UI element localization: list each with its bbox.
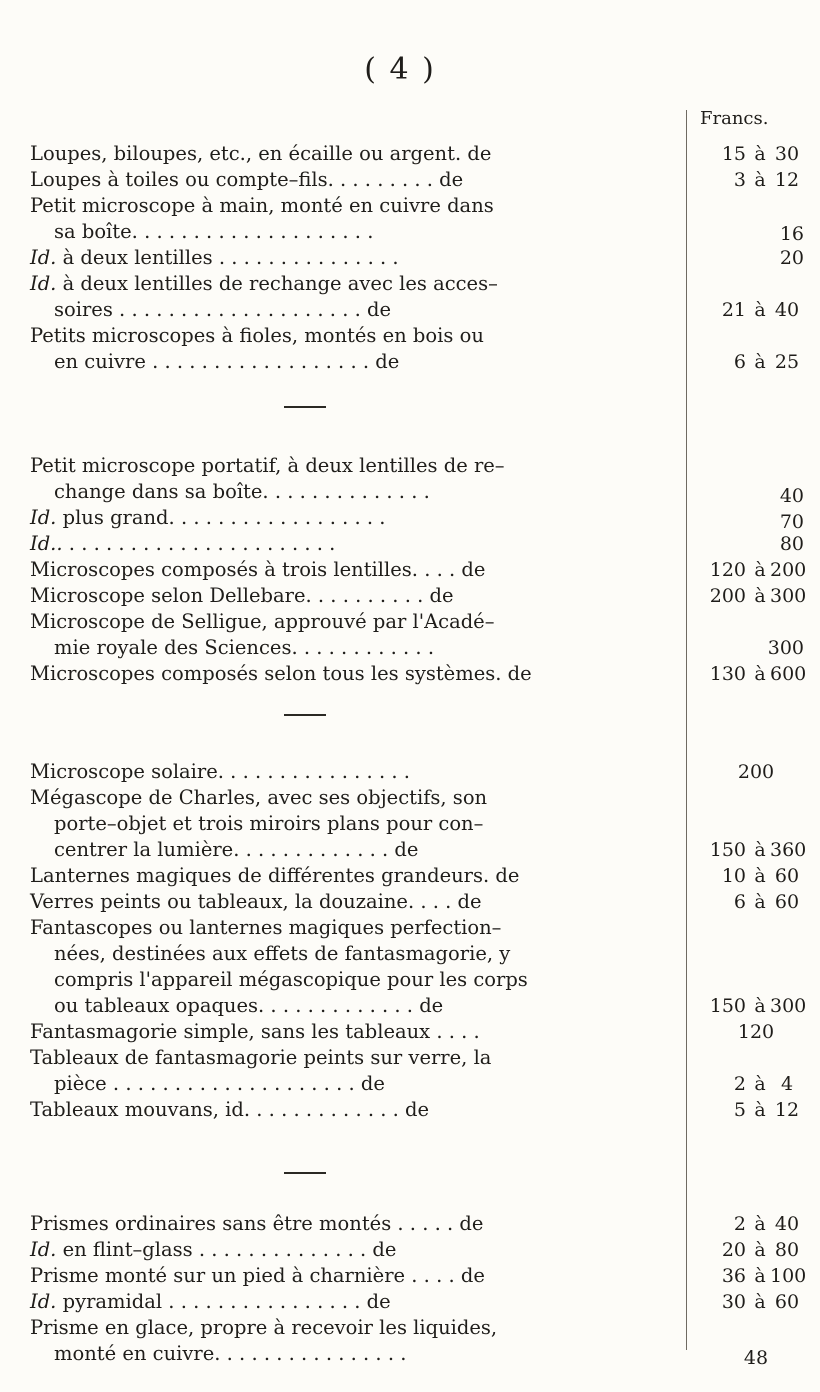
price-high: 30 <box>774 143 800 165</box>
price-range-word: à <box>754 143 766 165</box>
entry-line: Microscope solaire. . . . . . . . . . . . . . . . <box>30 760 410 783</box>
price-range-word: à <box>754 839 766 861</box>
column-header-francs: Francs. <box>700 108 769 129</box>
entry-line: Prismes ordinaires sans être montés . . . . . de <box>30 1212 484 1235</box>
entry-line: Loupes, biloupes, etc., en écaille ou argent. de <box>30 142 492 165</box>
entry-line: Tableaux de fantasmagorie peints sur verre, la <box>30 1046 492 1069</box>
entry-line: Microscope de Selligue, approuvé par l'Acadé– <box>30 610 495 633</box>
price-single: 48 <box>743 1347 769 1369</box>
entry-line: change dans sa boîte. . . . . . . . . . . . . . <box>54 480 430 503</box>
entry-line: Loupes à toiles ou compte–fils. . . . . . . . . de <box>30 168 464 191</box>
entry-line: Petit microscope portatif, à deux lentilles de re– <box>30 454 505 477</box>
entry-line: centrer la lumière. . . . . . . . . . . . . de <box>54 838 419 861</box>
id-abbrev: Id. <box>30 1238 57 1261</box>
price-single: 16 <box>779 223 804 245</box>
price-range-word: à <box>754 1073 766 1095</box>
price-low: 2 <box>733 1213 746 1235</box>
price-high: 80 <box>774 1239 800 1261</box>
price-low: 130 <box>709 663 746 685</box>
entry-line: soires . . . . . . . . . . . . . . . . . . . . de <box>54 298 392 321</box>
id-abbrev: Id. <box>30 1290 57 1313</box>
entry-line: mie royale des Sciences. . . . . . . . . . . . <box>54 636 435 659</box>
id-abbrev: Id. <box>30 506 57 529</box>
price-range-word: à <box>754 351 766 373</box>
price-high: 60 <box>774 1291 800 1313</box>
price-low: 20 <box>721 1239 746 1261</box>
entry-line: Microscopes composés selon tous les systèmes. de <box>30 662 532 685</box>
entry-line: Prisme en glace, propre à recevoir les liquides, <box>30 1316 498 1339</box>
price-low: 5 <box>733 1099 746 1121</box>
entry-line: porte–objet et trois miroirs plans pour con– <box>54 812 484 835</box>
price-low: 15 <box>721 143 746 165</box>
entry-line: Id. plus grand. . . . . . . . . . . . . . . . . . <box>30 506 386 529</box>
entry-line: Fantasmagorie simple, sans les tableaux . . . . <box>30 1020 480 1043</box>
price-low: 2 <box>733 1073 746 1095</box>
entry-line: Id. en flint–glass . . . . . . . . . . . . . . de <box>30 1238 397 1261</box>
price-high: 100 <box>770 1265 807 1287</box>
entry-line: Verres peints ou tableaux, la douzaine. . . . de <box>30 890 482 913</box>
price-low: 30 <box>721 1291 746 1313</box>
price-high: 4 <box>780 1073 794 1095</box>
price-single: 300 <box>767 637 804 659</box>
price-high: 25 <box>774 351 800 373</box>
entry-line: monté en cuivre. . . . . . . . . . . . . . . . <box>54 1342 407 1365</box>
section-divider <box>284 406 326 408</box>
entry-line: Id. à deux lentilles de rechange avec les acces– <box>30 272 498 295</box>
price-single: 40 <box>779 485 804 507</box>
price-range-word: à <box>754 1239 766 1261</box>
section-divider <box>284 714 326 716</box>
column-divider <box>686 110 687 1350</box>
entry-line: pièce . . . . . . . . . . . . . . . . . . . . de <box>54 1072 385 1095</box>
entry-line: Petit microscope à main, monté en cuivre dans <box>30 194 494 217</box>
price-high: 60 <box>774 891 800 913</box>
price-low: 36 <box>721 1265 746 1287</box>
price-low: 3 <box>733 169 746 191</box>
price-low: 6 <box>733 891 746 913</box>
price-low: 21 <box>721 299 746 321</box>
price-high: 200 <box>770 559 807 581</box>
price-high: 360 <box>770 839 807 861</box>
entry-line: Fantascopes ou lanternes magiques perfection– <box>30 916 502 939</box>
price-single: 80 <box>779 533 804 555</box>
price-high: 60 <box>774 865 800 887</box>
price-low: 150 <box>709 839 746 861</box>
id-abbrev: Id.. <box>30 532 63 555</box>
price-range-word: à <box>754 663 766 685</box>
price-low: 120 <box>709 559 746 581</box>
price-range-word: à <box>754 1213 766 1235</box>
section-divider <box>284 1172 326 1174</box>
price-single: 200 <box>737 761 775 783</box>
entry-line: ou tableaux opaques. . . . . . . . . . . . . de <box>54 994 444 1017</box>
price-range-word: à <box>754 299 766 321</box>
entry-line: Id. à deux lentilles . . . . . . . . . . . . . . . <box>30 246 399 269</box>
id-abbrev: Id. <box>30 246 57 269</box>
entry-line: Tableaux mouvans, id. . . . . . . . . . . . . de <box>30 1098 430 1121</box>
entry-line: Prisme monté sur un pied à charnière . . . . de <box>30 1264 485 1287</box>
id-abbrev: Id. <box>30 272 57 295</box>
price-single: 120 <box>737 1021 775 1043</box>
entry-line: Mégascope de Charles, avec ses objectifs, son <box>30 786 488 809</box>
page-number: ( 4 ) <box>364 52 436 87</box>
price-range-word: à <box>754 865 766 887</box>
price-high: 40 <box>774 299 800 321</box>
price-high: 600 <box>770 663 807 685</box>
price-high: 12 <box>774 169 800 191</box>
entry-line: en cuivre . . . . . . . . . . . . . . . . . . de <box>54 350 400 373</box>
price-single: 20 <box>779 247 804 269</box>
price-range-word: à <box>754 1265 766 1287</box>
price-low: 150 <box>709 995 746 1017</box>
entry-line: Id.. . . . . . . . . . . . . . . . . . . . . . . <box>30 532 336 555</box>
entry-line: sa boîte. . . . . . . . . . . . . . . . . . . . <box>54 220 374 243</box>
entry-line: compris l'appareil mégascopique pour les corps <box>54 968 528 991</box>
price-single: 70 <box>779 511 804 533</box>
price-range-word: à <box>754 1291 766 1313</box>
entry-line: Microscope selon Dellebare. . . . . . . . . . de <box>30 584 454 607</box>
price-high: 12 <box>774 1099 800 1121</box>
price-range-word: à <box>754 1099 766 1121</box>
price-range-word: à <box>754 995 766 1017</box>
price-high: 40 <box>774 1213 800 1235</box>
entry-line: Id. pyramidal . . . . . . . . . . . . . . . . de <box>30 1290 391 1313</box>
entry-line: nées, destinées aux effets de fantasmagorie, y <box>54 942 511 965</box>
price-low: 6 <box>733 351 746 373</box>
price-range-word: à <box>754 559 766 581</box>
price-range-word: à <box>754 891 766 913</box>
price-range-word: à <box>754 169 766 191</box>
price-range-word: à <box>754 585 766 607</box>
price-high: 300 <box>770 995 807 1017</box>
entry-line: Lanternes magiques de différentes grandeurs. de <box>30 864 520 887</box>
price-high: 300 <box>770 585 807 607</box>
entry-line: Microscopes composés à trois lentilles. . . . de <box>30 558 486 581</box>
price-low: 200 <box>709 585 746 607</box>
entry-line: Petits microscopes à fioles, montés en bois ou <box>30 324 484 347</box>
price-low: 10 <box>721 865 746 887</box>
